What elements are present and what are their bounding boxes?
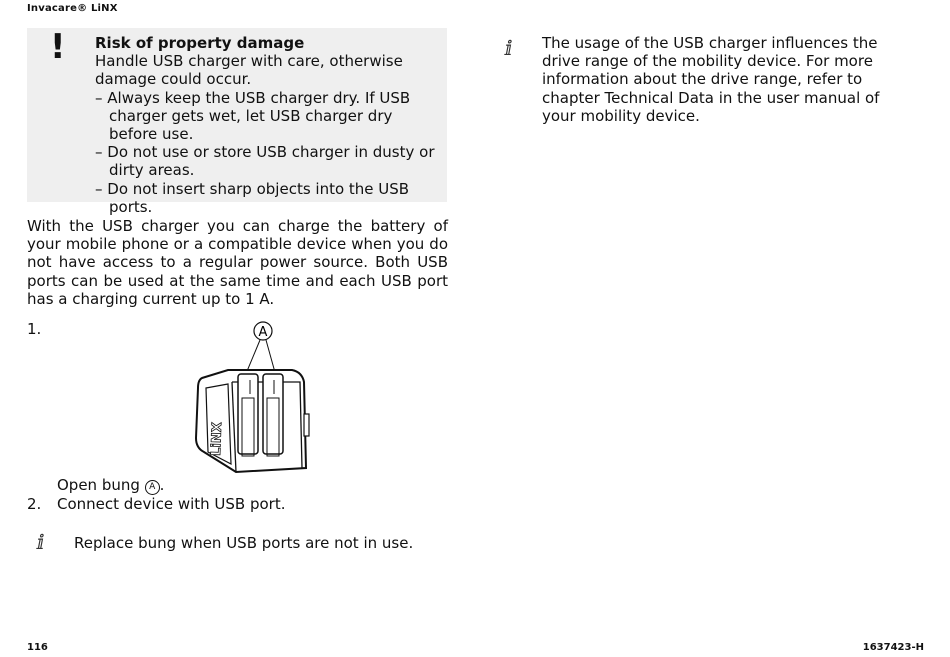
step-text bbox=[57, 476, 164, 495]
warning-item: – Do not insert sharp objects into the USB ports. bbox=[95, 179, 410, 216]
usb-charger-illustration bbox=[188, 318, 318, 478]
document-number: 1637423-H bbox=[862, 642, 924, 653]
step-number: 1. bbox=[27, 320, 42, 338]
usb-port-bung bbox=[263, 374, 283, 454]
usb-charger-figure bbox=[188, 318, 318, 478]
exclamation-icon: ! bbox=[50, 27, 66, 67]
figure-callout-label: A bbox=[258, 325, 268, 340]
note-text: The usage of the USB charger influences the drive range of the mobility device. For more information about the drive range, refer to chapter Technical Data in the user manual of your mobility device. bbox=[542, 34, 880, 125]
warning-item: – Always keep the USB charger dry. If USB charger gets wet, let USB charger dry before use. bbox=[95, 88, 411, 144]
warning-intro: Handle USB charger with care, otherwise damage could occur. bbox=[95, 52, 403, 89]
info-icon: ⅈ bbox=[505, 36, 513, 60]
step-number: 2. bbox=[27, 495, 42, 513]
usb-port-bung bbox=[238, 374, 258, 454]
warning-item: – Do not use or store USB charger in dusty or dirty areas. bbox=[95, 143, 435, 180]
inline-callout: A bbox=[145, 480, 160, 495]
body-paragraph: With the USB charger you can charge the battery of your mobile phone or a compatible device when you do not have access to a regular power source. Both USB ports can be used at the same time and each USB port has a charging current up to 1 A. bbox=[27, 217, 448, 308]
step-text: Connect device with USB port. bbox=[57, 495, 286, 513]
info-icon: ⅈ bbox=[37, 530, 45, 554]
device-logo: LiNX bbox=[209, 421, 226, 457]
warning-list bbox=[95, 89, 441, 216]
warning-text bbox=[95, 34, 441, 216]
step-text-suffix: . bbox=[159, 476, 165, 494]
note-text: Replace bung when USB ports are not in use. bbox=[74, 534, 414, 552]
warning-title: Risk of property damage bbox=[95, 34, 305, 52]
page-number: 116 bbox=[27, 642, 48, 653]
header-brand: Invacare® LiNX bbox=[27, 3, 118, 14]
step-text-label: Open bung bbox=[57, 476, 140, 494]
